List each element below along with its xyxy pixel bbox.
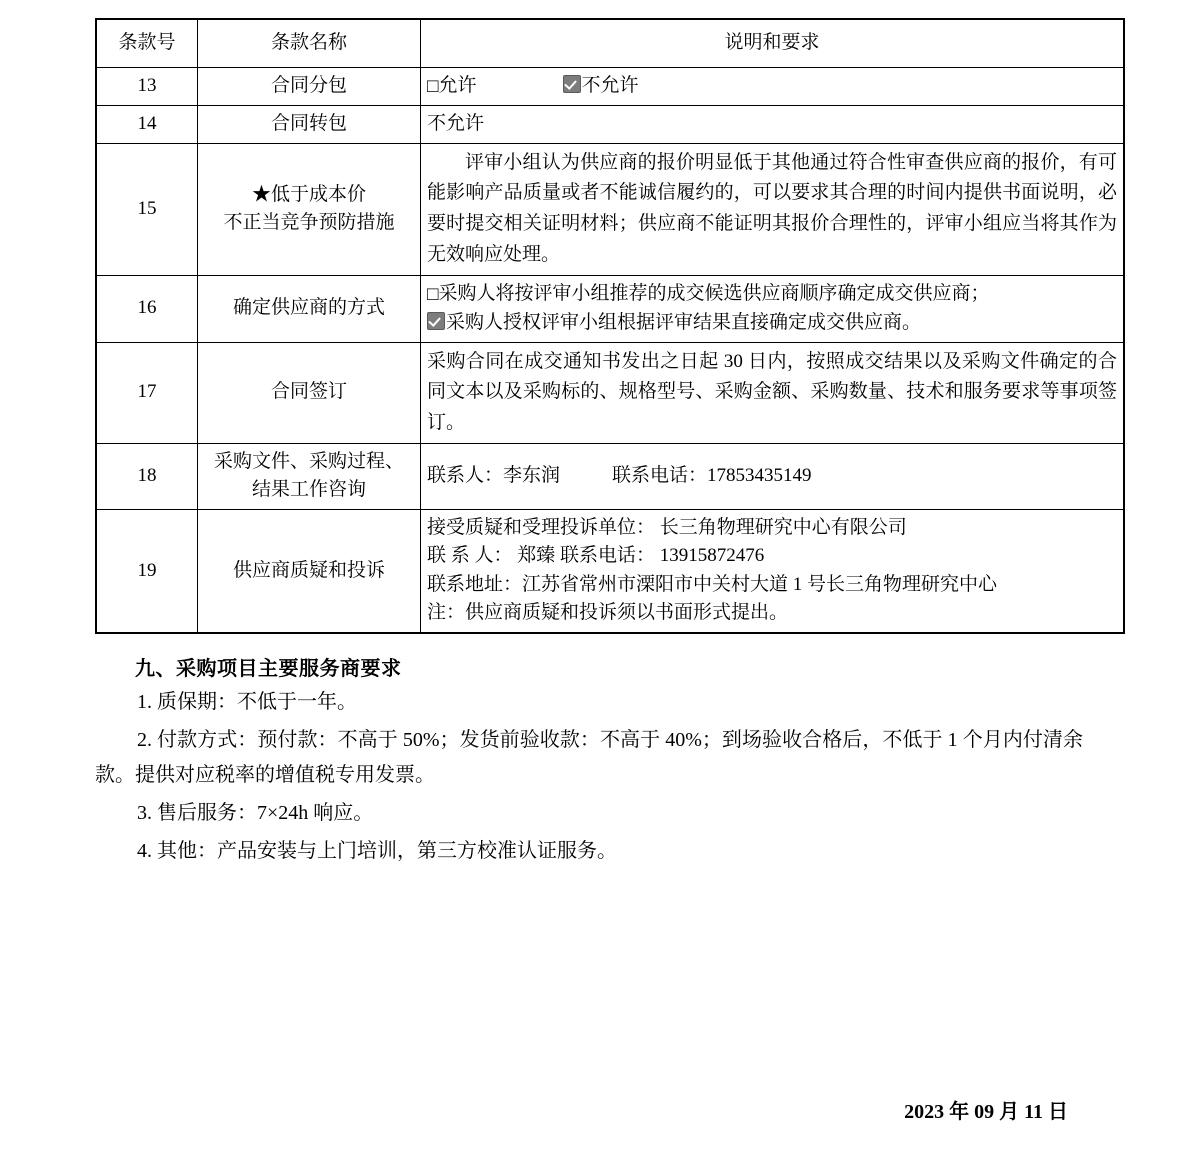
cell-clause-name: 合同分包 <box>198 67 421 106</box>
section-item-1: 1. 质保期：不低于一年。 <box>137 690 357 713</box>
section-item-2: 2. 付款方式：预付款：不高于 50%；发货前验收款：不高于 40%；到场验收合格后，不低于 1 个月内付清余款。提供对应税率的增值税专用发票。 <box>95 729 1083 786</box>
cell-description <box>421 67 1125 106</box>
contact-line-address: 联系地址：江苏省常州市溧阳市中关村大道 1 号长三角物理研究中心 <box>427 573 998 595</box>
header-clause-no: 条款号 <box>96 19 198 67</box>
contact-line-note: 注：供应商质疑和投诉须以书面形式提出。 <box>427 602 789 624</box>
table-row <box>96 143 1124 275</box>
table-row <box>96 342 1124 443</box>
clause-name-line-1: ★低于成本价 <box>251 183 366 205</box>
cell-description <box>421 275 1125 342</box>
cell-description <box>421 509 1125 633</box>
cell-clause-name: 供应商质疑和投诉 <box>198 509 421 633</box>
table-row <box>96 106 1124 144</box>
option-label-allow: 允许 <box>438 74 477 96</box>
option-line-1 <box>427 280 1117 310</box>
contact-person-label: 联系人： <box>427 465 504 487</box>
option-line-2 <box>427 309 1117 338</box>
cell-clause-name: 合同签订 <box>198 342 421 443</box>
cell-description <box>421 143 1125 275</box>
table-body <box>96 67 1124 633</box>
table-row <box>96 275 1124 342</box>
option-label-1: 采购人将按评审小组推荐的成交候选供应商顺序确定成交供应商； <box>438 282 990 304</box>
checkbox-checked-icon[interactable] <box>427 312 445 330</box>
section-item-4: 4. 其他：产品安装与上门培训，第三方校准认证服务。 <box>137 840 617 863</box>
section-heading: 九、采购项目主要服务商要求 <box>135 657 402 680</box>
contact-line-unit: 接受质疑和受理投诉单位： 长三角物理研究中心有限公司 <box>427 516 907 538</box>
clause-name-line-2: 不正当竞争预防措施 <box>223 212 395 234</box>
cell-clause-no: 14 <box>96 106 198 144</box>
cell-clause-name <box>198 443 421 509</box>
contact-phone-value: 17853435149 <box>707 465 812 487</box>
cell-clause-no: 13 <box>96 67 198 106</box>
description-paragraph: 采购合同在成交通知书发出之日起 30 日内，按照成交结果以及采购文件确定的合同文本以及采购标的、规格型号、采购金额、采购数量、技术和服务要求等事项签订。 <box>427 350 1117 434</box>
header-description: 说明和要求 <box>421 19 1125 67</box>
cell-clause-name: 合同转包 <box>198 106 421 144</box>
checkbox-checked-icon[interactable] <box>563 75 581 93</box>
cell-description <box>421 443 1125 509</box>
table-header-row <box>96 19 1124 67</box>
header-clause-name: 条款名称 <box>198 19 421 67</box>
clause-name-line-1: 采购文件、采购过程、 <box>213 450 404 472</box>
checkbox-unchecked-icon[interactable]: □ <box>427 283 439 305</box>
table-row <box>96 67 1124 106</box>
clause-table <box>95 18 1125 634</box>
table-header <box>96 19 1124 67</box>
checkbox-unchecked-icon[interactable]: □ <box>427 75 439 97</box>
table-row <box>96 443 1124 509</box>
document-date: 2023 年 09 月 11 日 <box>904 1101 1068 1123</box>
cell-clause-no: 15 <box>96 143 198 275</box>
contact-person-name: 李东润 <box>503 465 561 487</box>
cell-description <box>421 342 1125 443</box>
option-label-not-allow: 不允许 <box>581 74 639 96</box>
cell-clause-no: 16 <box>96 275 198 342</box>
cell-description: 不允许 <box>421 106 1125 144</box>
option-label-2: 采购人授权评审小组根据评审结果直接确定成交供应商。 <box>446 312 922 334</box>
cell-clause-no: 19 <box>96 509 198 633</box>
cell-clause-name <box>198 143 421 275</box>
cell-clause-no: 17 <box>96 342 198 443</box>
contact-phone-label: 联系电话： <box>612 465 708 487</box>
cell-clause-no: 18 <box>96 443 198 509</box>
contact-line-person-phone: 联 系 人： 郑臻 联系电话： 13915872476 <box>427 545 765 567</box>
description-paragraph: 评审小组认为供应商的报价明显低于其他通过符合性审查供应商的报价，有可能影响产品质量或者不能诚信履约的，可以要求其合理的时间内提供书面说明，必要时提交相关证明材料；供应商不能证明其报价合理性的，评审小组应当将其作为无效响应处理。 <box>427 151 1117 265</box>
cell-clause-name: 确定供应商的方式 <box>198 275 421 342</box>
table-row <box>96 509 1124 633</box>
clause-name-line-2: 结果工作咨询 <box>251 479 366 501</box>
section-item-3: 3. 售后服务：7×24h 响应。 <box>137 802 374 825</box>
